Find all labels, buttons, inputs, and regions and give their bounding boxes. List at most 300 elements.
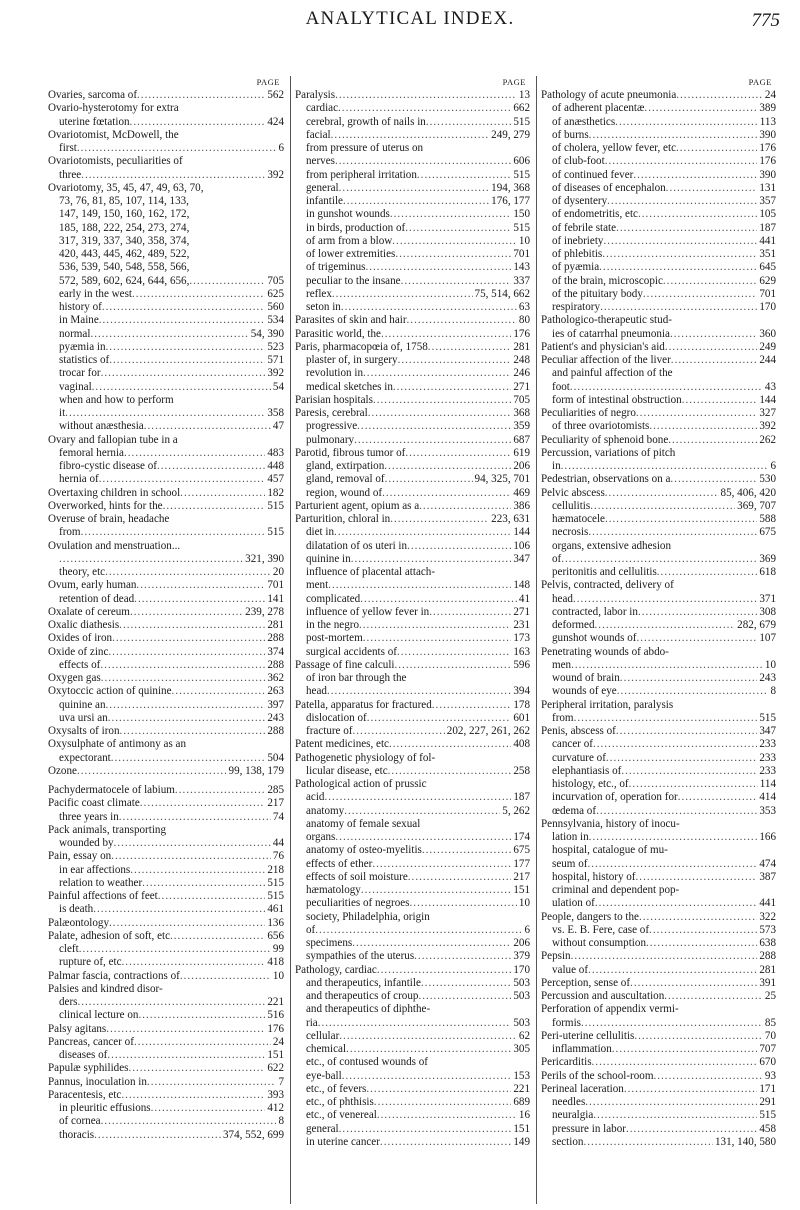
entry-term: contracted, labor in [552,605,638,618]
index-entry [295,977,530,990]
entry-pages: 239, 278 [245,605,284,618]
entry-pages: 357 [759,195,776,207]
dot-leader [136,579,265,592]
entry-term: fracture of [306,725,353,737]
entry-pages: 392 [759,420,776,433]
dot-leader [392,235,517,248]
index-entry [295,394,530,407]
entry-pages: 262 [759,433,776,446]
entry-pages: 75, 514, 662 [474,287,530,300]
entry-term: general [306,181,339,194]
entry-term: Parotid, fibrous tumor of [295,446,406,459]
entry-pages: 143 [513,261,530,274]
dot-leader [338,102,511,115]
index-column-3 [536,76,782,1204]
entry-term: Palæontology [48,916,110,929]
entry-term: Oxygen gas [48,672,101,684]
dot-leader [393,381,511,394]
dot-leader [633,169,757,182]
entry-term: Paracentesis, etc [48,1088,122,1101]
index-entry [48,169,284,182]
entry-pages: 80 [518,314,530,327]
entry-pages: 360 [759,327,776,340]
dot-leader [109,917,265,930]
entry-term: Pain, essay on [48,850,112,863]
entry-pages: 288 [267,658,284,671]
index-entry [295,195,530,208]
index-entry [541,990,776,1003]
entry-term: Pannus, inoculation in [48,1075,147,1088]
index-entry [48,699,284,712]
index-entry [295,1017,530,1030]
index-entry-line: Pelvis, contracted, delivery of [541,579,674,592]
dot-leader [644,102,757,115]
dot-leader [561,460,769,473]
dot-leader [175,784,265,797]
index-entry-line: 185, 188, 222, 254, 273, 274, [59,221,190,234]
entry-term: head [552,592,573,605]
entry-term: femoral hernia [59,446,124,459]
index-entry [295,990,530,1003]
entry-term: gland, removal of [306,473,385,486]
index-entry-line: etc., of contused wounds of [306,1056,429,1069]
entry-term: Pericarditis [541,1056,592,1069]
entry-pages: 176 [759,155,776,168]
dot-leader [636,407,757,420]
index-entry [541,142,776,155]
dot-leader [636,871,758,884]
entry-pages: 515 [267,526,284,539]
dot-leader [335,89,517,102]
index-entry-line: 73, 76, 81, 85, 107, 114, 133, [59,195,189,207]
index-entry [295,381,530,394]
index-entry [48,275,284,288]
index-columns [44,76,782,1204]
dot-leader [602,248,757,261]
entry-term: is death [59,903,94,916]
column-heading: PAGE [502,77,526,87]
dot-leader [588,964,757,977]
dot-leader [138,1009,265,1022]
dot-leader [389,738,511,751]
index-entry [295,222,530,235]
entry-pages: 285 [267,784,284,796]
entry-term: Ozone [48,764,77,777]
entry-pages: 182 [267,486,284,499]
entry-pages: 281 [759,963,776,976]
dot-leader [668,434,757,447]
index-entry-line: of iron bar through the [306,672,407,684]
entry-pages: 94, 325, 701 [474,473,530,486]
entry-term: effects of [59,658,101,671]
dot-leader [377,1109,517,1122]
entry-term: Peri-uterine cellulitis [541,1029,635,1042]
entry-term: form of intestinal obstruction [552,393,682,406]
entry-pages: 618 [759,566,776,578]
entry-term: nerves [306,155,335,168]
entry-pages: 243 [759,672,776,684]
index-entry [48,1076,284,1089]
dot-leader [172,685,266,698]
dot-leader [612,1043,758,1056]
entry-term: thoracis [59,1128,95,1141]
entry-pages: 523 [267,340,284,353]
dot-leader [373,394,511,407]
entry-term: Oxysalts of iron [48,725,120,737]
dot-leader [130,606,243,619]
index-entry [295,275,530,288]
entry-term: Passage of fine calculi [295,658,395,671]
running-title: ANALYTICAL INDEX. [305,8,515,29]
index-entry [541,434,776,447]
entry-term: Oxides of iron [48,632,113,645]
entry-term: gunshot wounds of [552,632,637,645]
entry-term: dislocation of [306,711,367,724]
entry-term: anatomy of osteo-myelitis [306,844,422,857]
entry-term: complicated [306,592,361,605]
entry-term: fibro-cystic disease of [59,460,157,472]
index-entry [48,1115,284,1128]
index-entry [295,1070,530,1083]
index-entry [541,235,776,248]
index-entry [295,89,530,102]
entry-term: three [59,168,82,181]
entry-pages: 288 [267,725,284,737]
index-entry [295,473,530,486]
dot-leader [617,685,769,698]
dot-leader [595,897,758,910]
entry-pages: 233 [759,738,776,751]
index-entry-line: and therapeutics of diphthe- [306,1003,431,1016]
dot-leader [606,752,757,765]
entry-term: in birds, production of [306,221,406,234]
dot-leader [382,487,511,500]
entry-pages: 705 [513,393,530,406]
entry-pages: 474 [759,857,776,870]
index-entry [295,805,530,818]
entry-term: cerebral, growth of nails in [306,115,426,128]
dot-leader [151,1102,266,1115]
index-entry-line: Ovariotomy, 35, 45, 47, 49, 63, 70, [48,181,204,194]
entry-term: peculiar to the insane [306,274,401,287]
dot-leader [99,314,266,327]
dot-leader [99,473,266,486]
dot-leader [130,116,266,129]
dot-leader [360,593,517,606]
dot-leader [596,805,757,818]
index-entry [295,235,530,248]
index-entry [541,566,776,579]
dot-leader [605,155,758,168]
entry-term: from [552,711,574,724]
entry-term: Papulæ syphilides [48,1062,129,1075]
index-entry [295,500,530,513]
entry-pages: 194, 368 [491,181,530,194]
index-entry [295,460,530,473]
dot-leader [649,420,757,433]
dot-leader [587,858,757,871]
index-entry [541,129,776,142]
entry-term: reflex [306,287,332,300]
entry-pages: 369, 707 [737,499,776,512]
entry-term: in [552,460,561,472]
entry-pages: 63 [518,301,530,313]
dot-leader [352,937,511,950]
entry-pages: 6 [524,923,530,936]
index-entry-line: anatomy of female sexual [306,817,421,830]
index-entry [48,672,284,685]
index-entry [541,659,776,672]
entry-pages: 221 [267,996,284,1008]
entry-pages: 391 [759,976,776,989]
index-entry [541,526,776,539]
entry-pages: 418 [267,956,284,969]
index-entry [48,1129,284,1142]
entry-term: inflammation [552,1043,612,1055]
index-entry-line: Overuse of brain, headache [48,513,170,525]
entry-pages: 390 [759,168,776,181]
entry-term: Parisian hospitals [295,393,373,406]
index-entries [295,89,530,1149]
entry-pages: 70 [764,1029,776,1042]
entry-pages: 206 [513,937,530,949]
entry-term: of dysentery [552,195,608,207]
index-entry [541,553,776,566]
entry-pages: 178 [513,698,530,711]
entry-pages: 249, 279 [491,128,530,141]
index-entry [541,937,776,950]
dot-leader [315,924,522,937]
dot-leader [102,301,266,314]
dot-leader [147,1076,277,1089]
entry-pages: 141 [267,592,284,605]
index-entry [295,791,530,804]
dot-leader [581,1017,763,1030]
entry-term: peculiarities of negroes [306,897,410,910]
entry-pages: 327 [759,407,776,419]
entry-pages: 85, 406, 420 [720,486,776,499]
entry-term: Perception, sense of [541,976,631,989]
entry-term: men [552,658,572,671]
entry-pages: 151 [267,1049,284,1061]
index-entry [541,685,776,698]
index-entry [295,765,530,778]
entry-pages: 187 [513,791,530,804]
index-entry [48,473,284,486]
dot-leader [616,725,757,738]
entry-term: trocar for [59,367,101,380]
entry-pages: 151 [513,884,530,896]
entry-term: in uterine cancer [306,1135,380,1148]
entry-pages: 202, 227, 261, 262 [446,725,530,737]
index-entry [48,1049,284,1062]
dot-leader [676,142,757,155]
index-entry [48,142,284,155]
index-entry [541,288,776,301]
entry-term: influence of yellow fever in [306,605,430,618]
entry-term: Overtaxing children in school [48,486,181,499]
dot-leader [589,129,758,142]
index-entry [295,632,530,645]
index-entry-line: 536, 539, 540, 548, 558, 566, [59,261,190,274]
dot-leader [630,977,757,990]
dot-leader [107,1049,265,1062]
entry-term: Palmar fascia, contractions of [48,969,180,982]
entry-pages: 638 [759,937,776,949]
entry-pages: 441 [759,234,776,247]
index-entry [295,328,530,341]
index-entry [295,513,530,526]
entry-pages: 562 [267,89,284,101]
dot-leader [341,301,517,314]
dot-leader [112,632,265,645]
entry-pages: 13 [518,89,530,101]
index-entry [541,473,776,486]
entry-term: in ear affections [59,863,131,876]
entry-term: of anæsthetics [552,115,616,128]
entry-pages: 144 [759,393,776,406]
dot-leader [638,208,757,221]
entry-pages: 106 [513,539,530,552]
dot-leader [124,447,265,460]
entry-pages: 530 [759,473,776,486]
index-entry [541,1017,776,1030]
entry-pages: 44 [272,837,284,849]
index-entry [295,487,530,500]
entry-term: cellulitis [552,499,591,512]
dot-leader [603,235,757,248]
index-entry [48,685,284,698]
entry-term: of diseases of encephalon [552,181,666,194]
index-entry [541,116,776,129]
dot-leader [111,850,271,863]
index-entry [295,858,530,871]
index-entry-line: Penetrating wounds of abdo- [541,645,669,658]
entry-pages: 131, 140, 580 [714,1135,776,1148]
index-entry [48,784,284,797]
entry-term: gland, extirpation [306,460,385,472]
entry-pages: 151 [513,1122,530,1135]
entry-pages: 515 [513,168,530,181]
index-entry [541,831,776,844]
entry-term: vs. E. B. Fere, case of [552,923,650,936]
index-entry-line: Ovariotomists, peculiarities of [48,155,183,168]
dot-leader [649,924,757,937]
dot-leader [106,699,266,712]
entry-term: Parturition, chloral in [295,513,391,525]
dot-leader [142,877,265,890]
dot-leader [157,460,265,473]
index-entries [48,89,284,1142]
index-entry [295,579,530,592]
entry-pages: 74 [272,810,284,823]
index-entry [541,752,776,765]
entry-term: Overworked, hints for the [48,499,163,512]
entry-pages: 347 [513,552,530,565]
entry-term: cancer of [552,738,593,751]
entry-term: of phlebitis [552,248,603,260]
entry-pages: 379 [513,950,530,963]
entry-term: revolution in [306,367,364,380]
entry-term: Patella, apparatus for fractured [295,698,432,711]
index-entry [48,566,284,579]
entry-pages: 206 [513,460,530,472]
entry-term: infantile [306,195,343,207]
entry-term: in the negro [306,619,359,631]
entry-term: Pancreas, cancer of [48,1035,134,1048]
index-entry [295,725,530,738]
entry-pages: 394 [513,685,530,698]
dot-leader [638,606,757,619]
entry-pages: 392 [267,168,284,181]
page-header [0,8,800,42]
dot-leader [605,513,757,526]
dot-leader [571,950,758,963]
dot-leader [381,328,511,341]
entry-pages: 322 [759,910,776,923]
dot-leader [158,890,266,903]
dot-leader [574,712,758,725]
dot-leader [108,646,265,659]
dot-leader [342,1070,512,1083]
dot-leader [77,996,265,1009]
index-entry [48,956,284,969]
index-entry-line: society, Philadelphia, origin [306,910,430,923]
entry-term: formis [552,1016,581,1029]
entry-pages: 231 [513,619,530,631]
index-entry [541,301,776,314]
entry-pages: 515 [759,711,776,724]
entry-term: three years in [59,810,119,823]
dot-leader [134,1036,271,1049]
index-entry [541,500,776,513]
entry-term: Oxalic diathesis [48,619,120,631]
dot-leader [384,460,511,473]
entry-pages: 131 [759,181,776,194]
index-entry [541,950,776,963]
entry-pages: 571 [267,354,284,366]
entry-term: of pyæmia [552,261,600,274]
dot-leader [119,811,271,824]
index-entry [541,1043,776,1056]
entry-pages: 288 [267,632,284,645]
dot-leader [374,1096,512,1109]
entry-term: vaginal [59,380,92,393]
index-entry [295,712,530,725]
entry-pages: 392 [267,367,284,380]
entry-term: Penis, abscess of [541,725,616,737]
entry-term: hæmatocele [552,513,605,525]
entry-pages: 386 [513,499,530,512]
dot-leader [398,354,512,367]
index-entry [541,858,776,871]
index-entry [541,977,776,990]
dot-leader [653,1070,762,1083]
entry-pages: 149 [513,1135,530,1148]
entry-pages: 263 [267,685,284,698]
dot-leader [388,765,512,778]
index-entry [295,314,530,327]
entry-pages: 701 [267,579,284,592]
entry-term: progressive [306,420,358,433]
dot-leader [81,526,266,539]
index-entry [295,619,530,632]
dot-leader [615,116,758,129]
index-entry [48,890,284,903]
index-entry-line: Ovulation and menstruation... [48,539,181,552]
index-entry [541,778,776,791]
index-entry [295,685,530,698]
